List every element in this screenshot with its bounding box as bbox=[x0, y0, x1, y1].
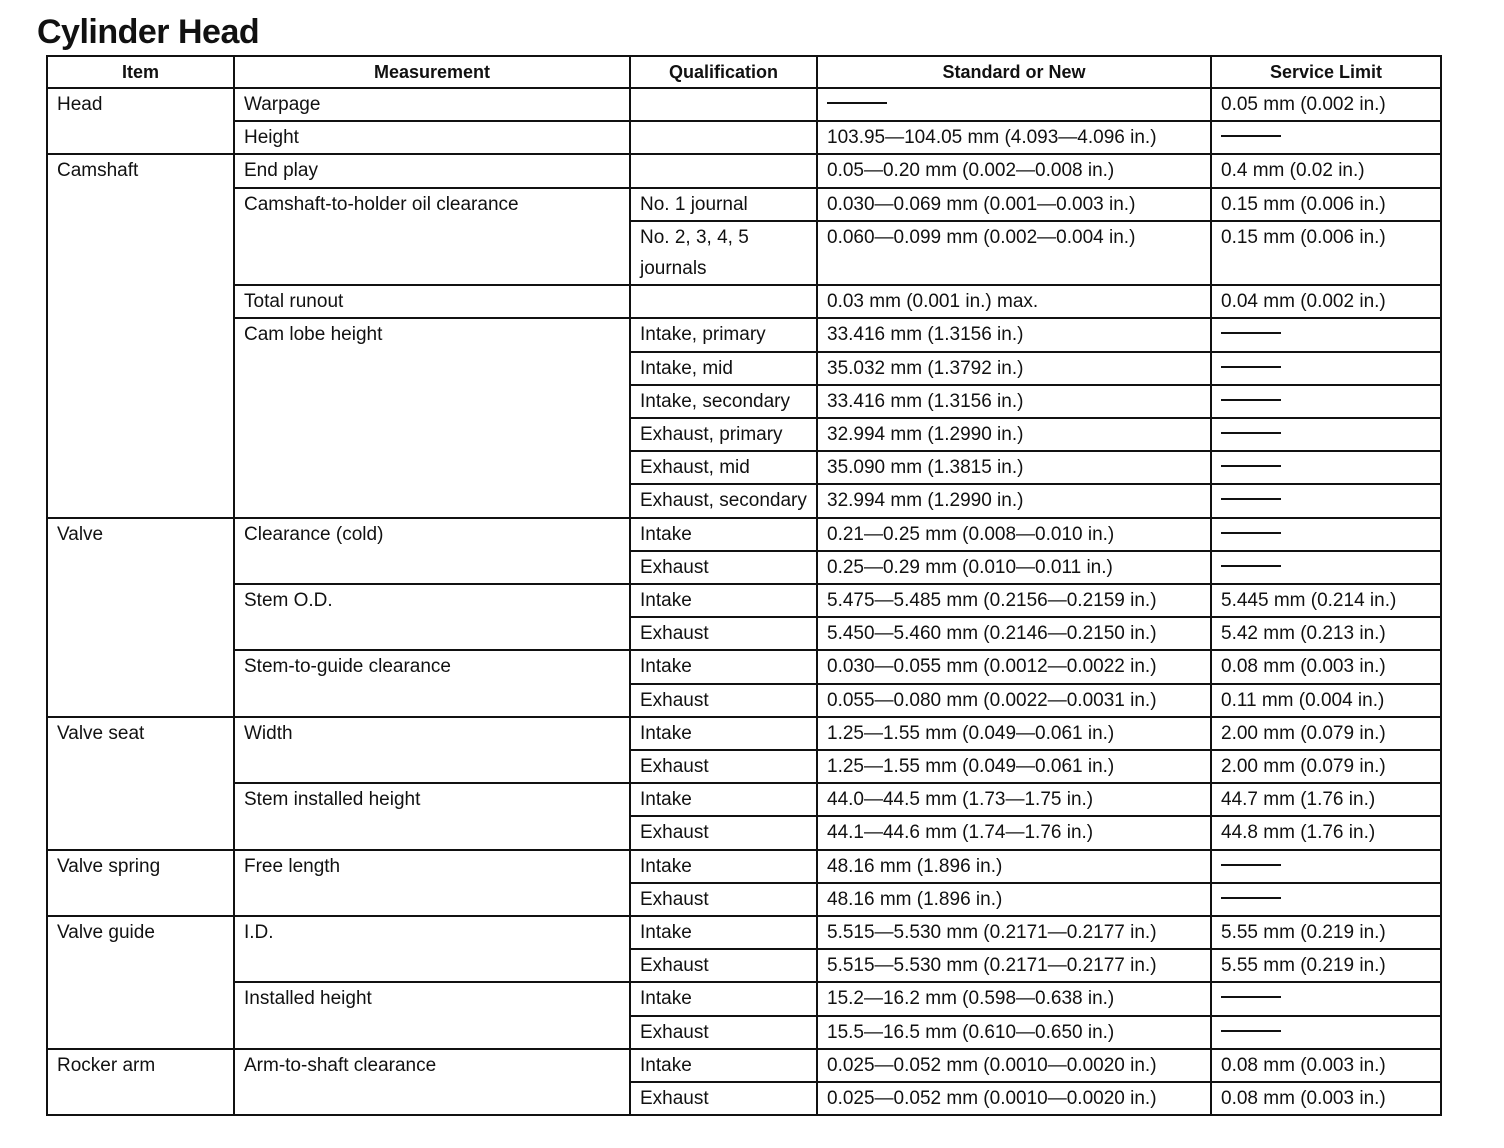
measurement-cell: Clearance (cold) bbox=[234, 518, 630, 584]
qualification-cell: Intake bbox=[630, 650, 817, 683]
qualification-cell: Intake bbox=[630, 916, 817, 949]
table-row bbox=[47, 154, 1441, 187]
standard-cell bbox=[817, 88, 1211, 121]
standard-cell: 0.25—0.29 mm (0.010—0.011 in.) bbox=[817, 551, 1211, 584]
table-row bbox=[47, 916, 1441, 949]
qualification-cell: Exhaust bbox=[630, 949, 817, 982]
standard-cell: 0.025—0.052 mm (0.0010—0.0020 in.) bbox=[817, 1049, 1211, 1082]
standard-cell: 5.475—5.485 mm (0.2156—0.2159 in.) bbox=[817, 584, 1211, 617]
dash-mark bbox=[1221, 532, 1281, 534]
qualification-cell: Exhaust, secondary bbox=[630, 484, 817, 517]
table-row bbox=[47, 88, 1441, 121]
item-cell: Camshaft bbox=[47, 154, 234, 517]
table-row bbox=[47, 584, 1441, 617]
qualification-cell: Exhaust bbox=[630, 1016, 817, 1049]
standard-cell: 0.030—0.069 mm (0.001—0.003 in.) bbox=[817, 188, 1211, 221]
dash-mark bbox=[1221, 465, 1281, 467]
limit-cell: 2.00 mm (0.079 in.) bbox=[1211, 717, 1441, 750]
measurement-cell: Free length bbox=[234, 850, 630, 916]
dash-mark bbox=[1221, 864, 1281, 866]
standard-cell: 1.25—1.55 mm (0.049—0.061 in.) bbox=[817, 750, 1211, 783]
table-row bbox=[47, 285, 1441, 318]
limit-cell: 0.08 mm (0.003 in.) bbox=[1211, 650, 1441, 683]
qualification-cell: Exhaust, mid bbox=[630, 451, 817, 484]
standard-cell: 35.090 mm (1.3815 in.) bbox=[817, 451, 1211, 484]
qualification-cell: Intake bbox=[630, 584, 817, 617]
qualification-cell: No. 1 journal bbox=[630, 188, 817, 221]
item-cell: Head bbox=[47, 88, 234, 154]
qualification-cell: Intake bbox=[630, 717, 817, 750]
limit-cell bbox=[1211, 982, 1441, 1015]
item-cell: Rocker arm bbox=[47, 1049, 234, 1115]
spec-table bbox=[46, 55, 1442, 1116]
table-row bbox=[47, 188, 1441, 221]
limit-cell bbox=[1211, 484, 1441, 517]
limit-cell bbox=[1211, 418, 1441, 451]
qualification-cell bbox=[630, 88, 817, 121]
qualification-cell: Intake bbox=[630, 982, 817, 1015]
qualification-cell: Intake bbox=[630, 518, 817, 551]
limit-cell bbox=[1211, 518, 1441, 551]
table-row bbox=[47, 518, 1441, 551]
limit-cell bbox=[1211, 850, 1441, 883]
limit-cell: 0.15 mm (0.006 in.) bbox=[1211, 221, 1441, 285]
standard-cell: 0.21—0.25 mm (0.008—0.010 in.) bbox=[817, 518, 1211, 551]
dash-mark bbox=[1221, 996, 1281, 998]
standard-cell: 0.055—0.080 mm (0.0022—0.0031 in.) bbox=[817, 684, 1211, 717]
qualification-cell bbox=[630, 285, 817, 318]
qualification-cell: Exhaust bbox=[630, 750, 817, 783]
table-row bbox=[47, 650, 1441, 683]
measurement-cell: Width bbox=[234, 717, 630, 783]
limit-cell: 0.15 mm (0.006 in.) bbox=[1211, 188, 1441, 221]
header-row bbox=[47, 56, 1441, 88]
qualification-cell bbox=[630, 121, 817, 154]
standard-cell: 0.060—0.099 mm (0.002—0.004 in.) bbox=[817, 221, 1211, 285]
table-row bbox=[47, 318, 1441, 351]
measurement-cell: Total runout bbox=[234, 285, 630, 318]
qualification-cell: Exhaust, primary bbox=[630, 418, 817, 451]
qualification-cell: Intake, mid bbox=[630, 352, 817, 385]
standard-cell: 32.994 mm (1.2990 in.) bbox=[817, 418, 1211, 451]
qualification-cell: Intake, secondary bbox=[630, 385, 817, 418]
standard-cell: 1.25—1.55 mm (0.049—0.061 in.) bbox=[817, 717, 1211, 750]
table-row bbox=[47, 850, 1441, 883]
limit-cell bbox=[1211, 121, 1441, 154]
standard-cell: 0.025—0.052 mm (0.0010—0.0020 in.) bbox=[817, 1082, 1211, 1115]
qualification-cell: Intake bbox=[630, 850, 817, 883]
measurement-cell: Arm-to-shaft clearance bbox=[234, 1049, 630, 1115]
qualification-cell: Exhaust bbox=[630, 816, 817, 849]
limit-cell: 0.08 mm (0.003 in.) bbox=[1211, 1049, 1441, 1082]
measurement-cell: Camshaft-to-holder oil clearance bbox=[234, 188, 630, 286]
table-row bbox=[47, 121, 1441, 154]
standard-cell: 5.515—5.530 mm (0.2171—0.2177 in.) bbox=[817, 916, 1211, 949]
measurement-cell: Warpage bbox=[234, 88, 630, 121]
standard-cell: 44.0—44.5 mm (1.73—1.75 in.) bbox=[817, 783, 1211, 816]
standard-cell: 5.515—5.530 mm (0.2171—0.2177 in.) bbox=[817, 949, 1211, 982]
limit-cell: 0.4 mm (0.02 in.) bbox=[1211, 154, 1441, 187]
dash-mark bbox=[1221, 897, 1281, 899]
dash-mark bbox=[827, 102, 887, 104]
limit-cell: 5.55 mm (0.219 in.) bbox=[1211, 916, 1441, 949]
standard-cell: 0.03 mm (0.001 in.) max. bbox=[817, 285, 1211, 318]
dash-mark bbox=[1221, 135, 1281, 137]
limit-cell: 2.00 mm (0.079 in.) bbox=[1211, 750, 1441, 783]
standard-cell: 32.994 mm (1.2990 in.) bbox=[817, 484, 1211, 517]
measurement-cell: End play bbox=[234, 154, 630, 187]
limit-cell bbox=[1211, 551, 1441, 584]
standard-cell: 35.032 mm (1.3792 in.) bbox=[817, 352, 1211, 385]
column-header-service-limit: Service Limit bbox=[1211, 56, 1441, 88]
standard-cell: 33.416 mm (1.3156 in.) bbox=[817, 385, 1211, 418]
standard-cell: 48.16 mm (1.896 in.) bbox=[817, 850, 1211, 883]
measurement-cell: Stem installed height bbox=[234, 783, 630, 849]
dash-mark bbox=[1221, 565, 1281, 567]
standard-cell: 0.05—0.20 mm (0.002—0.008 in.) bbox=[817, 154, 1211, 187]
limit-cell: 0.08 mm (0.003 in.) bbox=[1211, 1082, 1441, 1115]
qualification-cell: Exhaust bbox=[630, 883, 817, 916]
limit-cell: 5.55 mm (0.219 in.) bbox=[1211, 949, 1441, 982]
column-header-qualification: Qualification bbox=[630, 56, 817, 88]
standard-cell: 15.2—16.2 mm (0.598—0.638 in.) bbox=[817, 982, 1211, 1015]
limit-cell: 5.445 mm (0.214 in.) bbox=[1211, 584, 1441, 617]
qualification-cell: Intake bbox=[630, 783, 817, 816]
qualification-cell: Exhaust bbox=[630, 684, 817, 717]
standard-cell: 103.95—104.05 mm (4.093—4.096 in.) bbox=[817, 121, 1211, 154]
measurement-cell: Installed height bbox=[234, 982, 630, 1048]
table-row bbox=[47, 783, 1441, 816]
page-title: Cylinder Head bbox=[37, 13, 260, 51]
item-cell: Valve guide bbox=[47, 916, 234, 1049]
limit-cell: 0.04 mm (0.002 in.) bbox=[1211, 285, 1441, 318]
limit-cell: 0.05 mm (0.002 in.) bbox=[1211, 88, 1441, 121]
limit-cell: 0.11 mm (0.004 in.) bbox=[1211, 684, 1441, 717]
standard-cell: 44.1—44.6 mm (1.74—1.76 in.) bbox=[817, 816, 1211, 849]
limit-cell bbox=[1211, 1016, 1441, 1049]
item-cell: Valve seat bbox=[47, 717, 234, 850]
qualification-cell: Exhaust bbox=[630, 617, 817, 650]
dash-mark bbox=[1221, 498, 1281, 500]
column-header-standard: Standard or New bbox=[817, 56, 1211, 88]
qualification-cell: Exhaust bbox=[630, 1082, 817, 1115]
limit-cell: 44.8 mm (1.76 in.) bbox=[1211, 816, 1441, 849]
standard-cell: 33.416 mm (1.3156 in.) bbox=[817, 318, 1211, 351]
table-row bbox=[47, 982, 1441, 1015]
dash-mark bbox=[1221, 1030, 1281, 1032]
measurement-cell: Cam lobe height bbox=[234, 318, 630, 517]
qualification-cell: Intake bbox=[630, 1049, 817, 1082]
column-header-measurement: Measurement bbox=[234, 56, 630, 88]
limit-cell bbox=[1211, 318, 1441, 351]
measurement-cell: Height bbox=[234, 121, 630, 154]
item-cell: Valve bbox=[47, 518, 234, 717]
qualification-cell: Exhaust bbox=[630, 551, 817, 584]
measurement-cell: I.D. bbox=[234, 916, 630, 982]
standard-cell: 0.030—0.055 mm (0.0012—0.0022 in.) bbox=[817, 650, 1211, 683]
limit-cell bbox=[1211, 352, 1441, 385]
table-row bbox=[47, 1049, 1441, 1082]
limit-cell: 5.42 mm (0.213 in.) bbox=[1211, 617, 1441, 650]
table-row bbox=[47, 717, 1441, 750]
limit-cell bbox=[1211, 385, 1441, 418]
column-header-item: Item bbox=[47, 56, 234, 88]
standard-cell: 5.450—5.460 mm (0.2146—0.2150 in.) bbox=[817, 617, 1211, 650]
item-cell: Valve spring bbox=[47, 850, 234, 916]
dash-mark bbox=[1221, 432, 1281, 434]
standard-cell: 48.16 mm (1.896 in.) bbox=[817, 883, 1211, 916]
qualification-cell bbox=[630, 154, 817, 187]
limit-cell: 44.7 mm (1.76 in.) bbox=[1211, 783, 1441, 816]
dash-mark bbox=[1221, 399, 1281, 401]
standard-cell: 15.5—16.5 mm (0.610—0.650 in.) bbox=[817, 1016, 1211, 1049]
measurement-cell: Stem O.D. bbox=[234, 584, 630, 650]
dash-mark bbox=[1221, 332, 1281, 334]
dash-mark bbox=[1221, 366, 1281, 368]
qualification-cell: Intake, primary bbox=[630, 318, 817, 351]
measurement-cell: Stem-to-guide clearance bbox=[234, 650, 630, 716]
limit-cell bbox=[1211, 883, 1441, 916]
limit-cell bbox=[1211, 451, 1441, 484]
qualification-cell: No. 2, 3, 4, 5 journals bbox=[630, 221, 817, 285]
